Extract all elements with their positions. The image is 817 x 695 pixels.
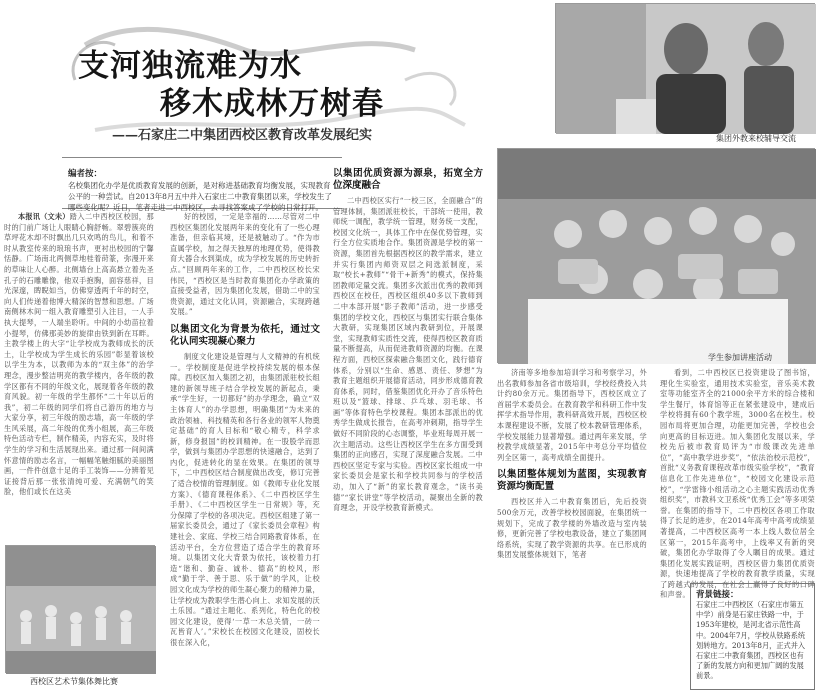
headline-line2: 移木成林万树春 <box>160 86 384 122</box>
article-column-2 <box>170 212 320 692</box>
col5-text: 看到，二中西校区已投资建设了图书馆，理化生实验室，通用技术实验室，音乐美术教室等功能室齐全的21000余平方米的综合楼和学生餐厅，体育馆等正在紧张建设中，建成后学校将拥有60个教学班，3000名在校生。校园布局将更加合理，功能更加完善，学校也会向更高的目标迈进。加入集团化发展以来，学校先后被市教育局评为“市级课改先进单位”，“高中教学进步奖”，“依法治校示范校”，首批“义务教育课程改革市级实验学校”，“教育信息化工作先进单位”，“校园文化建设示范校”，“学雷锋小组活动之心主题实践活动优秀组织奖”，市教科文卫系统“优秀工会”等多项荣誉。在集团的指导下，二中西校区各项工作取得了长足的进步，在2014年高考中高考成绩显著提高，二中西校区高考一本上线人数位居全区第一，2015年高考中，上线率又有新的突破，集团化办学取得了令人瞩目的成果。通过集团化发展实践证明，西校区借力集团优质资源，快速地提高了学校的教育教学质量，实现了跨越式的发展，在社会上赢得了良好的口碑和声誉。 <box>660 368 815 600</box>
background-title: 背景链接： <box>696 590 739 600</box>
col2-text: 好的校园，一定是幸福的……尽管对二中西校区集团化发展两年来的变化有了一些心理准备，但亲临其境，还是被触动了。“作为市直属学校，加之得天独厚的地理优势，使得教育大器合水到渠成，成为学校发展的历史转折点。”回顾两年来的工作，二中西校区校长宋伟民，“西校区是当时教育集团化办学政策的直接受益者，因为集团化发展，借助二中的宝贵资源，通过文化认同，资源融合，实现跨越发展。” <box>170 212 320 317</box>
background-text: 石家庄二中西校区（石家庄市第五中学）前身是石家庄铁路一中，于1953年建校，是河北省示范性高中。2004年7月，学校从铁路系统划转地方。2013年8月，正式并入石家庄二中教育集团，西校区也有了新的发展方向和更加广阔的发展前景。 <box>696 600 806 681</box>
section-3-text: 西校区并入二中教育集团后，先后投资500余万元，改善学校校园面貌，在集团统一规划下，完成了教学楼的外墙改造与室内装修，更新完善了学校电教设备，建立了集团网络系统，实现了教学资源的共享。在已形成的集团发展整体规划下，笔者 <box>497 497 647 560</box>
students-photo <box>497 148 815 363</box>
section-2-title: 以集团优质资源为源泉，拓宽全方位深度融合 <box>333 168 483 191</box>
headline-line1: 支河独流难为水 <box>78 48 302 84</box>
section-3-title: 以集团整体规划为蓝图，实现教育资源均衡配置 <box>497 469 647 493</box>
article-column-3 <box>333 168 483 688</box>
lead-source: 本报讯（文未） <box>18 212 70 221</box>
background-link-box <box>690 583 815 690</box>
article-column-4 <box>497 368 647 690</box>
editor-note <box>62 157 342 212</box>
article-column-1 <box>4 212 154 542</box>
editor-note-label: 编者按： <box>68 169 103 179</box>
art-festival-photo-image <box>6 546 156 674</box>
students-photo-image <box>498 149 816 364</box>
editor-note-text: 名校集团化办学是优质教育发展的创新，是对称进基础教育均衡发展，实现教育公平的一种尝试。自2013年8月五中并入石家庄二中教育集团以来，学校发生了哪些变化呢？近日，笔者走进二中西校区，去寻找答案成了学校的日常打开。 <box>68 181 332 212</box>
headline-subtitle: ——石家庄二中集团西校区教育改革发展纪实 <box>112 128 373 143</box>
col4-top-text: 济南等多地参加培训学习和考察学习，外出名教师参加各省市级培训，学校经费投入共计约80余万元。集团指导下，西校区成立了首届学术委员会。在教育教学和科研工作中发挥学术指导作用，教科研高效开展，西校区校本课程建设不断，发展了校本教研管理体系，学校发展能力显著增强。通过两年来发展，学校教学成绩显著，2015年中考总分平均值位列全区第一，高考成绩全面提升。 <box>497 368 647 462</box>
section-1-text: 制度文化建设是管理与人文精神的有机统一。学校制度是促进学校持续发展的根本保障。西校区加入集团之初，由集团派驻校长组建的新领导班子结合学校发展的新起点，秉承“学生好，一切都好”的办学理念，确立“双主体育人”的办学思想，明确集团“为未来的政治领袖、科技精英和各行各业的领军人物奠定基础”的育人目标和“敬心精专，科学求新，修身报国”的校训精神。在一股股学而思学，做到与集团办学思想的快速融合，达到了内化，促进转化的显在效果。在集团的领导下，二中西校区结合制度做出改变，修订完善了适合校情的管理制度。如《教师专业化发展方案》、《德育课程体系》、《二中西校区学生手册》、《二中西校区学生一日常规》等，充分保障了学校的各项决定。西校区组建了第一届家长委员会，通过了《家长委员会章程》构建社会、家庭、学校三结合同路教育体系，在活动平台，全方位营造了适合学生的教育环境。以集团文化大背景为依托，该校着力打造“谐和、勤奋、诚朴、德高”的校风，形成“勤于学、善于思、乐于做”的学风，让校园文化成为学校的师生凝心聚力的精神力量，让学校成为教职学生潜心向上、求知发展的沃土乐园。“通过主题化、系列化，特色化的校园文化建设，使得‘一草一木总关情，一砖一瓦皆育人’。”宋校长在校园文化建设，固校长很在深入化， <box>170 351 320 647</box>
art-festival-caption: 西校区艺术节集体舞比赛 <box>30 677 118 686</box>
section-2-text: 二中西校区实行“一校三区，全面融合”的管理体制，集团派驻校长，干部统一使用，教师统一调配，教学统一管理，财务统一支配，校园文化统一，具体工作中在保优势管理，实行全方位实质地合作。集团资源是学校的第一资源，集团首先根据西校区的教学需求，建立并实行集团内师资双层之间选派制度，采取“校长+教师”“骨干+新秀”的模式，保持集团教师定量交流。集团多次派出优秀的教师到西校区在校任，西校区组织40多以下教师到二中本部开展“影子教师”活动，进一步感受集团的学校文化，西校区与集团实行联合集体大教研，实现集团区域内教研到位，开展课堂，实现教师实质性交流，使得西校区教育质量不断提高，从而促进教师资源的均衡。在课程方面，西校区探索融合集团文化，践行德育体系，分别以“生命、感恩、责任、梦想”为教育主题组织开展德育活动，同步形成德育教育体系，同时，借鉴集团优化开办了音乐特色班以及“篮球、排球、乒乓球、羽毛球、书画”等体育特色学校课程。集团本部派出的优秀学生做成长报告，在高考冲刺期，指导学生做好不同阶段的心态调整，毕业班每周开展一次主题活动。这些让西校区学生在多方面受到集团的正向感召，实现了深度融合发展。二中西校区坚定专家与实验。西校区家长组成一中家长委员会是家长和学校共同参与的学校活动，加入了“新”的家长教育观念，“读书美德”“家长讲堂”等学校活动，凝聚出全新的教育理念，开设学校教育新模式。 <box>333 196 483 513</box>
teacher-photo <box>555 3 815 133</box>
teacher-photo-caption: 集团外教来校辅导交流 <box>716 134 796 143</box>
section-1-title: 以集团文化为背景为依托，通过文化认同实现凝心聚力 <box>170 323 320 347</box>
col1-text: 踏入二中西校区校园，那时的门前广场让人眼睛心胸舒畅。翠碧簇亮的草坪花木却不时飘出几只欢鸣的鸟儿，和着不时从教室传来的琅琅书声，更衬出校园的宁馨恬静。广场南北两侧草地桂着莳篆，弥漫开来的草味让人心醉。北侧墙台上高高悬立着先圣孔子的石雕雕像，他双手抱胸，面容慈祥，目光深邃，睥睨如当，仿佛穿透两千年的时空，向人们传递着他博大精深的智慧和思想。广场南侧林木间一组入教育雕塑引入注目，一人手执大提琴，一人端坐聆听。中间的小幼苗拉着小提琴，仿佛那美妙的旋律由铁到新在耳畔。主教学楼上的大字“让学校成为教师成长的沃土，让学校成为学生成长的乐园”彰显着该校以学生为本，以教师为本的“双主体”的治学理念，漫步整洁明亮的教学楼内，各年级的教学区都有不同的年级文化，展现着各年级的教育风貌。初一年级的学生都怀“二十年以后的我”，初二年级的同学们将自己游历的地方与大家分享，初三年级的励志墙，高一年级的学生风采展，高二年级的优秀小组展，高三年级特色活动专栏，制作精美，内容充实，及时将学生的学习和生活展现出来。通过那一间间满怀意情的励志名言，一幅幅笔触细腻的美丽图画，一件件创意十足的手工装饰——分辨着见证接背后那一张张清纯可爱、充满朝气的笑脸，他们或长在这美 <box>4 212 154 497</box>
students-photo-caption: 学生参加讲座活动 <box>708 353 772 362</box>
art-festival-photo <box>5 545 155 673</box>
teacher-photo-image <box>556 4 816 134</box>
